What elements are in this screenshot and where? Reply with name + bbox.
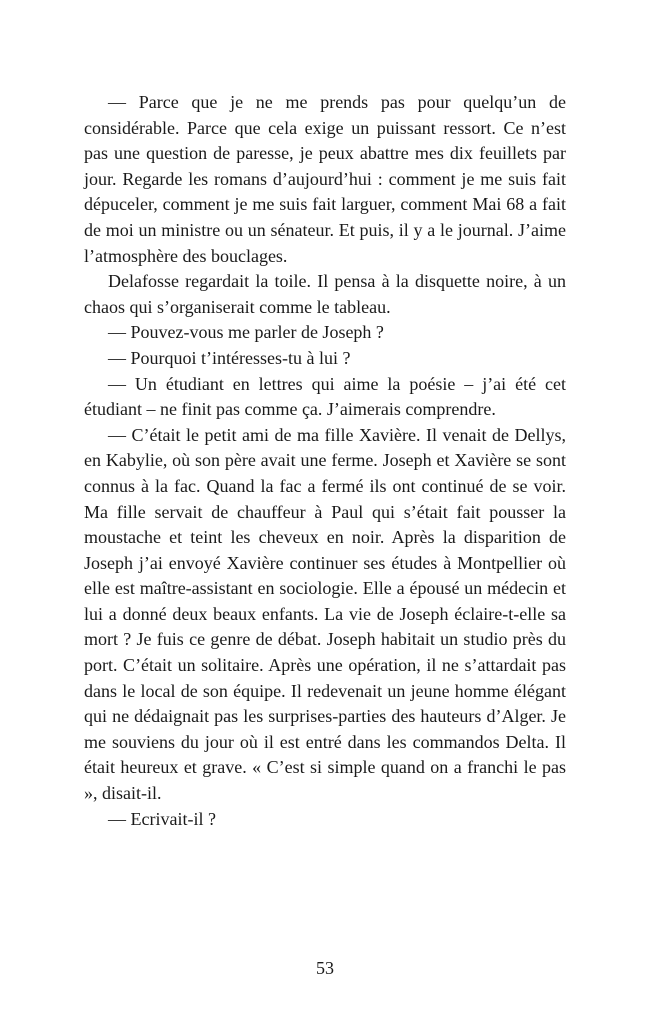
paragraph: — Pouvez-vous me parler de Joseph ? [108, 322, 384, 343]
paragraph: — Un étudiant en lettres qui aime la poésie – j’ai été cet étudiant – ne finit pas comme ça. J’aimerais comprendre. [84, 373, 566, 420]
paragraph: — Pourquoi t’intéresses-tu à lui ? [108, 347, 351, 368]
paragraph: — Parce que je ne me prends pas pour quelqu’un de considérable. Parce que cela exige un puissant ressort. Ce n’est pas une question de paresse, je peux abattre mes dix feuillets par jour. Regarde les romans d’aujourd’hui : comment je me suis fait dépuceler, comment je me suis fait larguer, comment Mai 68 a fait de moi un ministre ou un sénateur. Et puis, il y a le journal. J’aime l’atmosphère des bouclages. [84, 92, 566, 266]
paragraph: — C’était le petit ami de ma fille Xavière. Il venait de Dellys, en Kabylie, où son père avait une ferme. Joseph et Xavière se sont connus à la fac. Quand la fac a fermé ils ont continué de se voir. Ma fille servait de chauffeur à Paul qui s’était fait pousser la moustache et teint les cheveux en noir. Après la disparition de Joseph j’ai envoyé Xavière continuer ses études à Montpellier où elle est maître-assistant en sociologie. Elle a épousé un médecin et lui a donné deux beaux enfants. La vie de Joseph éclaire-t-elle sa mort ? Je fuis ce genre de débat. Joseph habitait un studio près du port. C’était un solitaire. Après une opération, il ne s’attardait pas dans le local de son équipe. Il redevenait un jeune homme élégant qui ne dédaignait pas les surprises-parties des hauteurs d’Alger. Je me souviens du jour où il est entré dans les commandos Delta. Il était heureux et grave. « C’est si simple quand on a franchi le pas », disait-il. [84, 424, 566, 804]
paragraph: Delafosse regardait la toile. Il pensa à la disquette noire, à un chaos qui s’organiserait comme le tableau. [84, 271, 566, 317]
paragraph: — Ecrivait-il ? [108, 808, 216, 829]
page-body [84, 90, 566, 832]
page-number: 53 [316, 958, 334, 978]
